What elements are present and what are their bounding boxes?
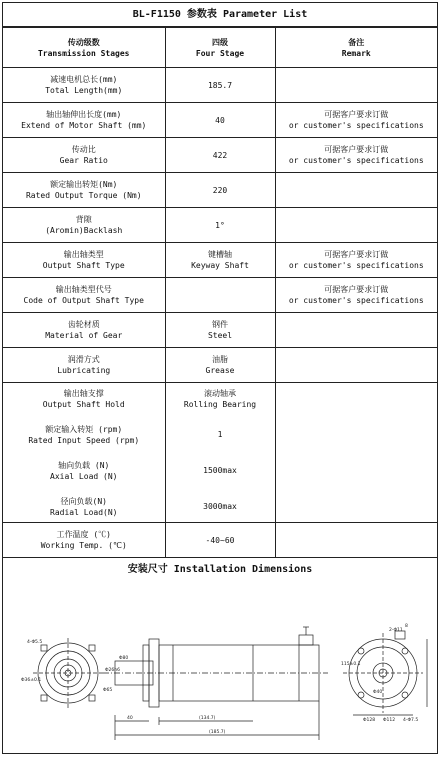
param-label: 工作温度 (℃) Working Temp. (℃): [3, 523, 165, 558]
installation-section: [3, 554, 437, 753]
front-flange-view: [33, 638, 103, 708]
dim-label: 115±0.1: [341, 662, 361, 667]
dim-label: Φ128: [363, 718, 376, 723]
sheet-title: BL-F1150 参数表 Parameter List: [3, 3, 437, 27]
table-row: [3, 103, 437, 138]
param-value: [165, 278, 275, 313]
table-row: [3, 243, 437, 278]
param-remark: [275, 313, 437, 348]
dim-label: Φ40: [373, 690, 383, 695]
dim-label: 2-Φ11: [389, 628, 403, 633]
installation-title: 安装尺寸 Installation Dimensions: [127, 564, 313, 575]
param-value: 键槽轴 Keyway Shaft: [165, 243, 275, 278]
param-remark: 可据客户要求订做 or customer's specifications: [275, 243, 437, 278]
rear-flange-view: [343, 631, 427, 715]
table-row: [3, 313, 437, 348]
param-value: 220: [165, 173, 275, 208]
param-value: 钢件 Steel: [165, 313, 275, 348]
dim-label: 4-Φ7.5: [403, 718, 419, 723]
param-remark: [275, 383, 437, 523]
param-remark: [275, 173, 437, 208]
param-value: -40~60: [165, 523, 275, 558]
param-label: 输出轴类型 Output Shaft Type: [3, 243, 165, 278]
parameter-table: [3, 27, 437, 558]
table-row: [3, 68, 437, 103]
table-row: [3, 173, 437, 208]
table-row: [3, 208, 437, 243]
dim-label: (134.7): [199, 716, 216, 721]
dim-label: (185.7): [209, 730, 226, 735]
dim-label: Φ112: [383, 718, 396, 723]
table-header-row: [3, 28, 437, 68]
dim-label: Φ65: [103, 688, 113, 693]
param-label: 轴出轴伸出长度(mm) Extend of Motor Shaft (mm): [3, 103, 165, 138]
table-row: [3, 138, 437, 173]
side-view: [103, 627, 328, 740]
installation-drawing: [3, 575, 437, 750]
param-remark: [275, 68, 437, 103]
param-label: 输出轴类型代号 Code of Output Shaft Type: [3, 278, 165, 313]
param-label: 额定输出转矩(Nm) Rated Output Torque (Nm): [3, 173, 165, 208]
table-row: [3, 278, 437, 313]
param-remark: 可据客户要求订做 or customer's specifications: [275, 138, 437, 173]
dim-label: Φ26h6: [105, 668, 120, 673]
dim-label: Φ36±0.1: [21, 678, 42, 683]
param-value: 185.7: [165, 68, 275, 103]
param-value: 油脂 Grease: [165, 348, 275, 383]
param-value: 40: [165, 103, 275, 138]
param-remark: [275, 348, 437, 383]
param-remark: 可据客户要求订做 or customer's specifications: [275, 103, 437, 138]
param-label: 背隙 (Aromin)Backlash: [3, 208, 165, 243]
dim-label: 8: [405, 624, 408, 629]
dim-label: 4-Φ5.5: [27, 640, 43, 645]
param-value: 422: [165, 138, 275, 173]
dim-label: 40: [127, 716, 133, 721]
table-row-merged: [3, 383, 437, 523]
param-value: 1°: [165, 208, 275, 243]
dim-label: Φ80: [119, 656, 129, 661]
header-stages: 传动级数 Transmission Stages: [3, 28, 165, 68]
param-label: 传动比 Gear Ratio: [3, 138, 165, 173]
header-remark: 备注 Remark: [275, 28, 437, 68]
param-label: 润滑方式 Lubricating: [3, 348, 165, 383]
table-row: [3, 348, 437, 383]
param-label: 齿轮材质 Material of Gear: [3, 313, 165, 348]
param-label: 减速电机总长(mm) Total Length(mm): [3, 68, 165, 103]
header-four-stage: 四级 Four Stage: [165, 28, 275, 68]
param-remark: [275, 208, 437, 243]
param-label-group: 输出轴支撑 Output Shaft Hold 额定输入转矩 (rpm) Rated Input Speed (rpm) 轴向负载 (N) Axial Load (N) 径向负载(N) Radial Load(N): [3, 383, 165, 523]
param-value-group: 滚动轴承 Rolling Bearing 1 1500max 3000max: [165, 383, 275, 523]
param-remark: [275, 523, 437, 558]
parameter-sheet: [2, 2, 438, 754]
table-row: [3, 523, 437, 558]
param-remark: 可据客户要求订做 or customer's specifications: [275, 278, 437, 313]
